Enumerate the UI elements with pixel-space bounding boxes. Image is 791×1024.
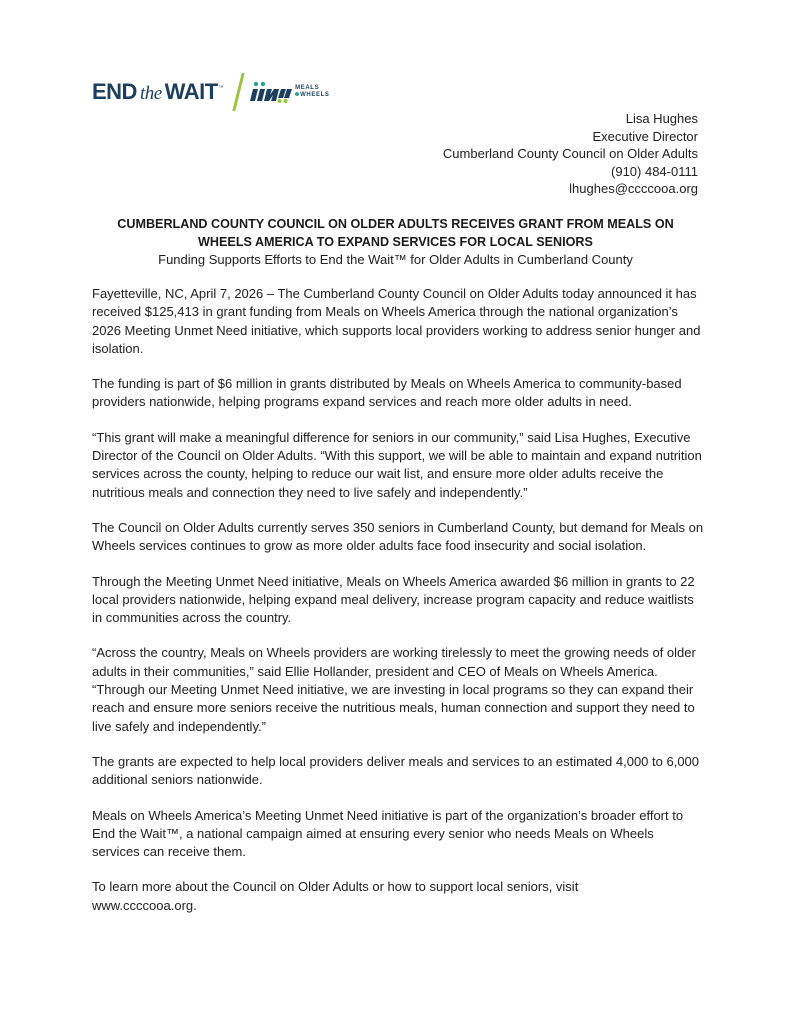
paragraph-initiative: Through the Meeting Unmet Need initiative, Meals on Wheels America awarded $6 million in grants to 22 local providers nationwide, helping expand meal delivery, increase program capacity and reduce waitlists in communities across the country.: [92, 573, 695, 626]
contact-email[interactable]: lhughes@ccccooa.org: [569, 181, 698, 196]
paragraph-campaign: Meals on Wheels America’s Meeting Unmet Need initiative is part of the organization’s broader effort to End the Wait™, a national campaign aimed at ensuring every senior who needs Meals on Wheels services can receive them.: [92, 807, 684, 860]
wordmark-wheels: WHEELS: [300, 92, 330, 98]
end-the-wait-logo: [92, 79, 223, 105]
closing-period: .: [193, 897, 197, 913]
closing-text: To learn more about the Council on Older Adults or how to support local seniors, visit: [92, 879, 579, 895]
meals-on-wheels-mark-icon: [250, 81, 292, 103]
wordmark-dot-icon: [295, 92, 299, 96]
logo-end: END: [92, 79, 137, 104]
subheadline: Funding Supports Efforts to End the Wait™ for Older Adults in Cumberland County: [158, 252, 633, 267]
contact-organization: Cumberland County Council on Older Adults: [442, 146, 698, 161]
paragraph-impact: The grants are expected to help local providers deliver meals and services to an estimated 4,000 to 6,000 additional seniors nationwide.: [92, 753, 700, 788]
contact-name: Lisa Hughes: [625, 111, 698, 126]
logo-divider: [232, 73, 244, 111]
paragraph-dateline: Fayetteville, NC, April 7, 2026 – The Cumberland County Council on Older Adults today announced it has received $125,413 in grant funding from Meals on Wheels America through the national organization’s 2026 Meeting Unmet Need initiative, which supports local providers working to address senior hunger and isolation.: [92, 286, 701, 356]
contact-title: Executive Director: [592, 128, 698, 144]
paragraph-demand: The Council on Older Adults currently serves 350 seniors in Cumberland County, but demand for Meals on Wheels services continues to grow as more older adults face food insecurity and social isolation.: [92, 519, 704, 554]
contact-phone: (910) 484-0111: [611, 163, 698, 179]
headline: [90, 215, 701, 251]
press-release-body: [92, 285, 704, 932]
headline-line-1: CUMBERLAND COUNTY COUNCIL ON OLDER ADULTS RECEIVES GRANT FROM MEALS ON: [117, 217, 674, 231]
paragraph-quote-hollander: “Across the country, Meals on Wheels providers are working tirelessly to meet the growing needs of older adults in their communities,” said Ellie Hollander, president and CEO of Meals on Wheels America. “Through our Meeting Unmet Need initiative, we are investing in local programs so they can expand their reach and ensure more seniors receive the nutritious meals, human connection and support they need to live safely and independently.”: [92, 645, 696, 734]
logo-wait: WAIT: [164, 79, 218, 104]
wordmark-meals: MEALS: [295, 85, 320, 91]
logo-the: the: [139, 83, 162, 104]
logo-trademark: ™: [218, 85, 224, 91]
headline-line-2: WHEELS AMERICA TO EXPAND SERVICES FOR LOCAL SENIORS: [198, 235, 593, 249]
paragraph-quote-hughes: “This grant will make a meaningful difference for seniors in our community,” said Lisa Hughes, Executive Director of the Council on Older Adults. “With this support, we will be able to maintain and expand nutrition services across the county, helping to reduce our wait list, and ensure more older adults receive the nutritious meals and connection they need to live safely and independently.”: [92, 429, 702, 500]
paragraph-closing: [92, 878, 704, 915]
website-link[interactable]: www.ccccooa.org: [92, 897, 194, 913]
paragraph-funding: The funding is part of $6 million in grants distributed by Meals on Wheels America to community-based providers nationwide, helping programs expand services and reach more older adults in need.: [92, 376, 682, 410]
contact-block: [443, 110, 698, 198]
meals-on-wheels-wordmark: [295, 85, 329, 99]
header-logo: [92, 72, 329, 112]
meals-on-wheels-logo: [250, 81, 329, 103]
